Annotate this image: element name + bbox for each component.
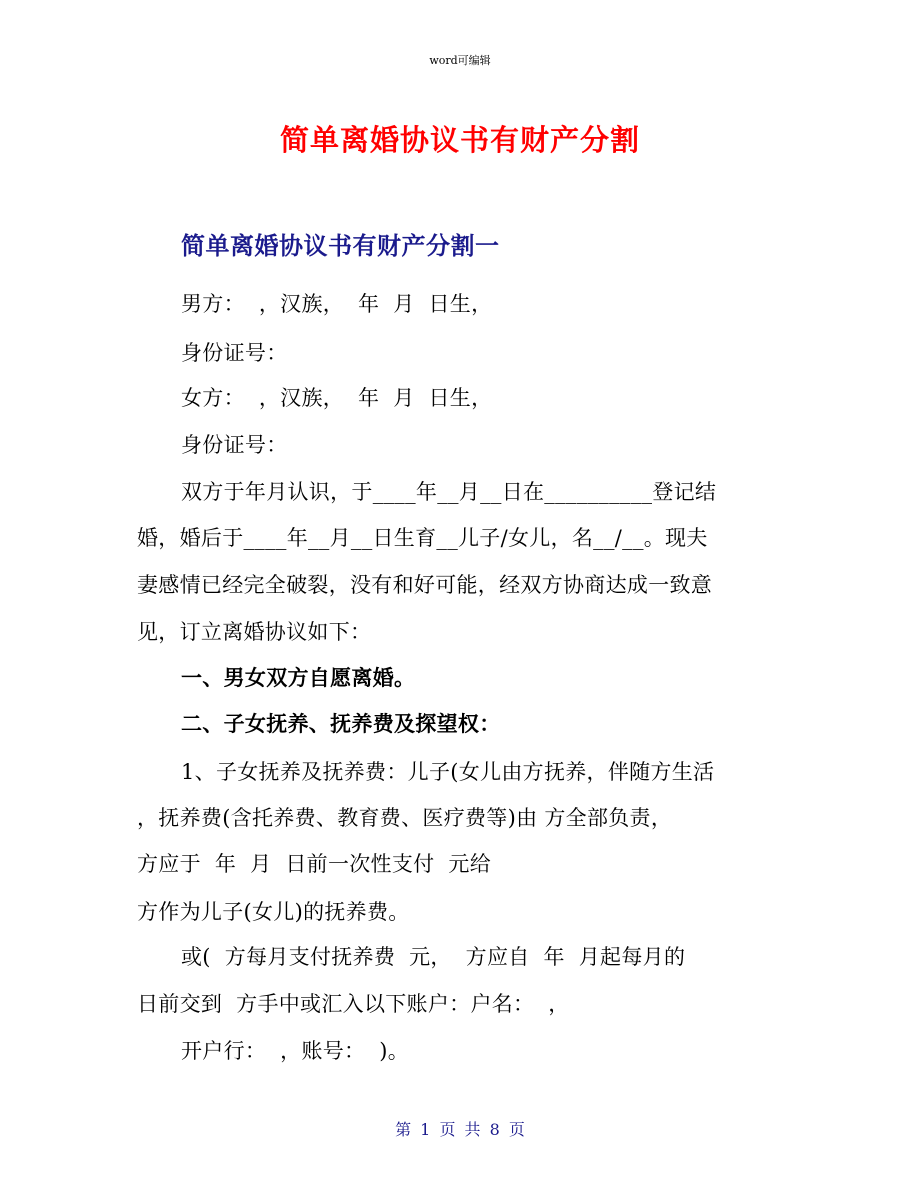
male-id-line: 身份证号： bbox=[181, 341, 288, 365]
document-title: 简单离婚协议书有财产分割 bbox=[279, 123, 640, 157]
clause-heading: 一、男女双方自愿离婚。 bbox=[181, 665, 416, 690]
page-number: 第 1 页 共 8 页 bbox=[395, 1120, 525, 1139]
clause-line: 方应于 年 月 日前一次性支付 元给 bbox=[137, 852, 492, 876]
clause-line: 或( 方每月支付抚养费 元， 方应自 年 月起每月的 bbox=[181, 945, 686, 969]
paragraph-line: 妻感情已经完全破裂，没有和好可能，经双方协商达成一致意 bbox=[137, 573, 713, 597]
paragraph-line: 婚，婚后于____年__月__日生育__儿子/女儿，名__/__。现夫 bbox=[137, 526, 708, 550]
female-id-line: 身份证号： bbox=[181, 433, 288, 457]
clause-line: ，抚养费(含托养费、教育费、医疗费等)由 方全部负责， bbox=[137, 806, 673, 830]
clause-heading: 二、子女抚养、抚养费及探望权： bbox=[181, 711, 501, 736]
header-note: word可编辑 bbox=[429, 54, 491, 67]
paragraph-line: 双方于年月认识，于____年__月__日在__________登记结 bbox=[181, 480, 717, 504]
clause-line: 方作为儿子(女儿)的抚养费。 bbox=[137, 900, 410, 924]
male-party-line: 男方： ，汉族， 年 月 日生， bbox=[181, 292, 493, 316]
clause-line: 1、子女抚养及抚养费：儿子(女儿由方抚养，伴随方生活 bbox=[181, 760, 715, 784]
clause-line: 开户行： ，账号： )。 bbox=[181, 1039, 410, 1063]
clause-line: 日前交到 方手中或汇入以下账户：户名： ， bbox=[137, 992, 570, 1016]
section-title: 简单离婚协议书有财产分割一 bbox=[181, 232, 500, 260]
paragraph-line: 见，订立离婚协议如下： bbox=[137, 620, 372, 644]
female-party-line: 女方： ，汉族， 年 月 日生， bbox=[181, 386, 493, 410]
